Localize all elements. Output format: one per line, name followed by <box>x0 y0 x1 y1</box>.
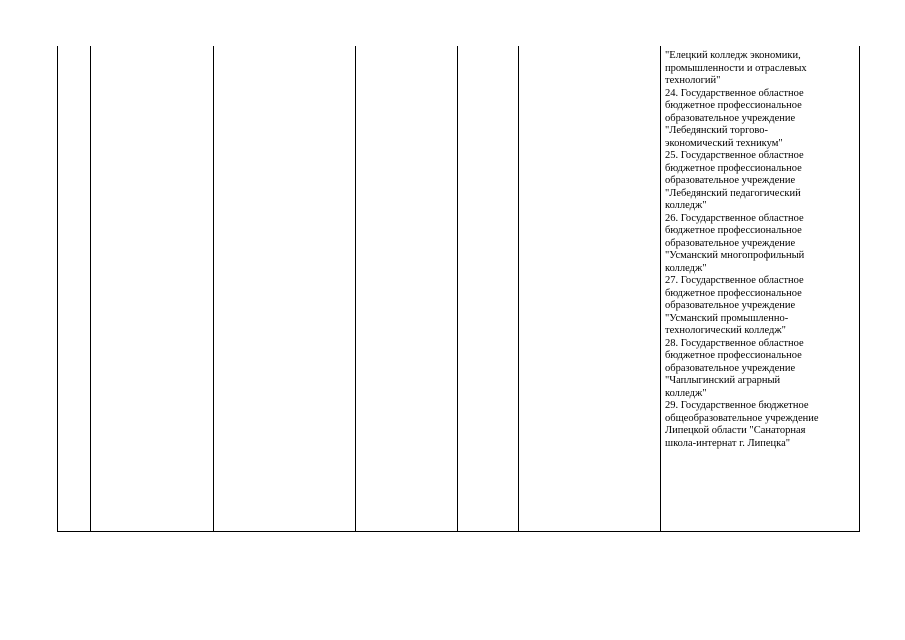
table-cell-col1 <box>58 46 91 532</box>
institution-text-line: "Лебедянский педагогический <box>665 187 801 199</box>
institution-text-line: "Чаплыгинский аграрный <box>665 375 781 386</box>
institution-text-line: 24. Государственное областное <box>665 87 804 99</box>
institution-text-line: бюджетное профессиональное <box>665 162 802 174</box>
document-table <box>57 46 860 532</box>
institution-text-line: колледж" <box>665 262 707 274</box>
institution-text-line: бюджетное профессиональное <box>665 225 802 236</box>
institution-text-line: Липецкой области "Санаторная <box>665 425 806 436</box>
institution-text-line: образовательное учреждение <box>665 175 796 186</box>
institution-list <box>661 46 859 450</box>
table-cell-col2 <box>91 46 214 532</box>
institution-text-line: экономический техникум" <box>665 137 783 149</box>
institution-text-line: промышленности и отраслевых <box>665 62 807 74</box>
institution-text-line: образовательное учреждение <box>665 362 796 374</box>
institution-text-line: 27. Государственное областное <box>665 275 804 286</box>
institution-text-line: 26. Государственное областное <box>665 212 804 224</box>
table-cell-col6 <box>519 46 661 532</box>
table-cell-col4 <box>356 46 458 532</box>
table-cell-col3 <box>214 46 356 532</box>
institution-text-line: образовательное учреждение <box>665 237 796 249</box>
institution-text-line: колледж" <box>665 200 707 211</box>
institution-text-line: образовательное учреждение <box>665 112 796 124</box>
institution-text-line: школа-интернат г. Липецка" <box>665 437 791 449</box>
institution-text-line: технологий" <box>665 75 721 86</box>
institution-text-line: "Елецкий колледж экономики, <box>665 50 801 61</box>
table-row <box>58 46 860 532</box>
institution-text-line: 28. Государственное областное <box>665 337 804 349</box>
institution-text-line: общеобразовательное учреждение <box>665 412 819 424</box>
table-cell-col7 <box>661 46 860 532</box>
institution-text-line: колледж" <box>665 387 707 399</box>
institution-text-line: бюджетное профессиональное <box>665 100 802 111</box>
institution-text-line: "Усманский промышленно- <box>665 312 789 324</box>
institution-text-line: 25. Государственное областное <box>665 150 804 161</box>
institution-text-line: "Усманский многопрофильный <box>665 250 805 261</box>
table-cell-col5 <box>458 46 519 532</box>
institution-text-line: 29. Государственное бюджетное <box>665 400 809 411</box>
institution-text-line: бюджетное профессиональное <box>665 350 802 361</box>
institution-text-line: бюджетное профессиональное <box>665 287 802 299</box>
institution-text-line: образовательное учреждение <box>665 300 796 311</box>
institution-text-line: "Лебедянский торгово- <box>665 125 769 136</box>
institution-text-line: технологический колледж" <box>665 325 786 336</box>
